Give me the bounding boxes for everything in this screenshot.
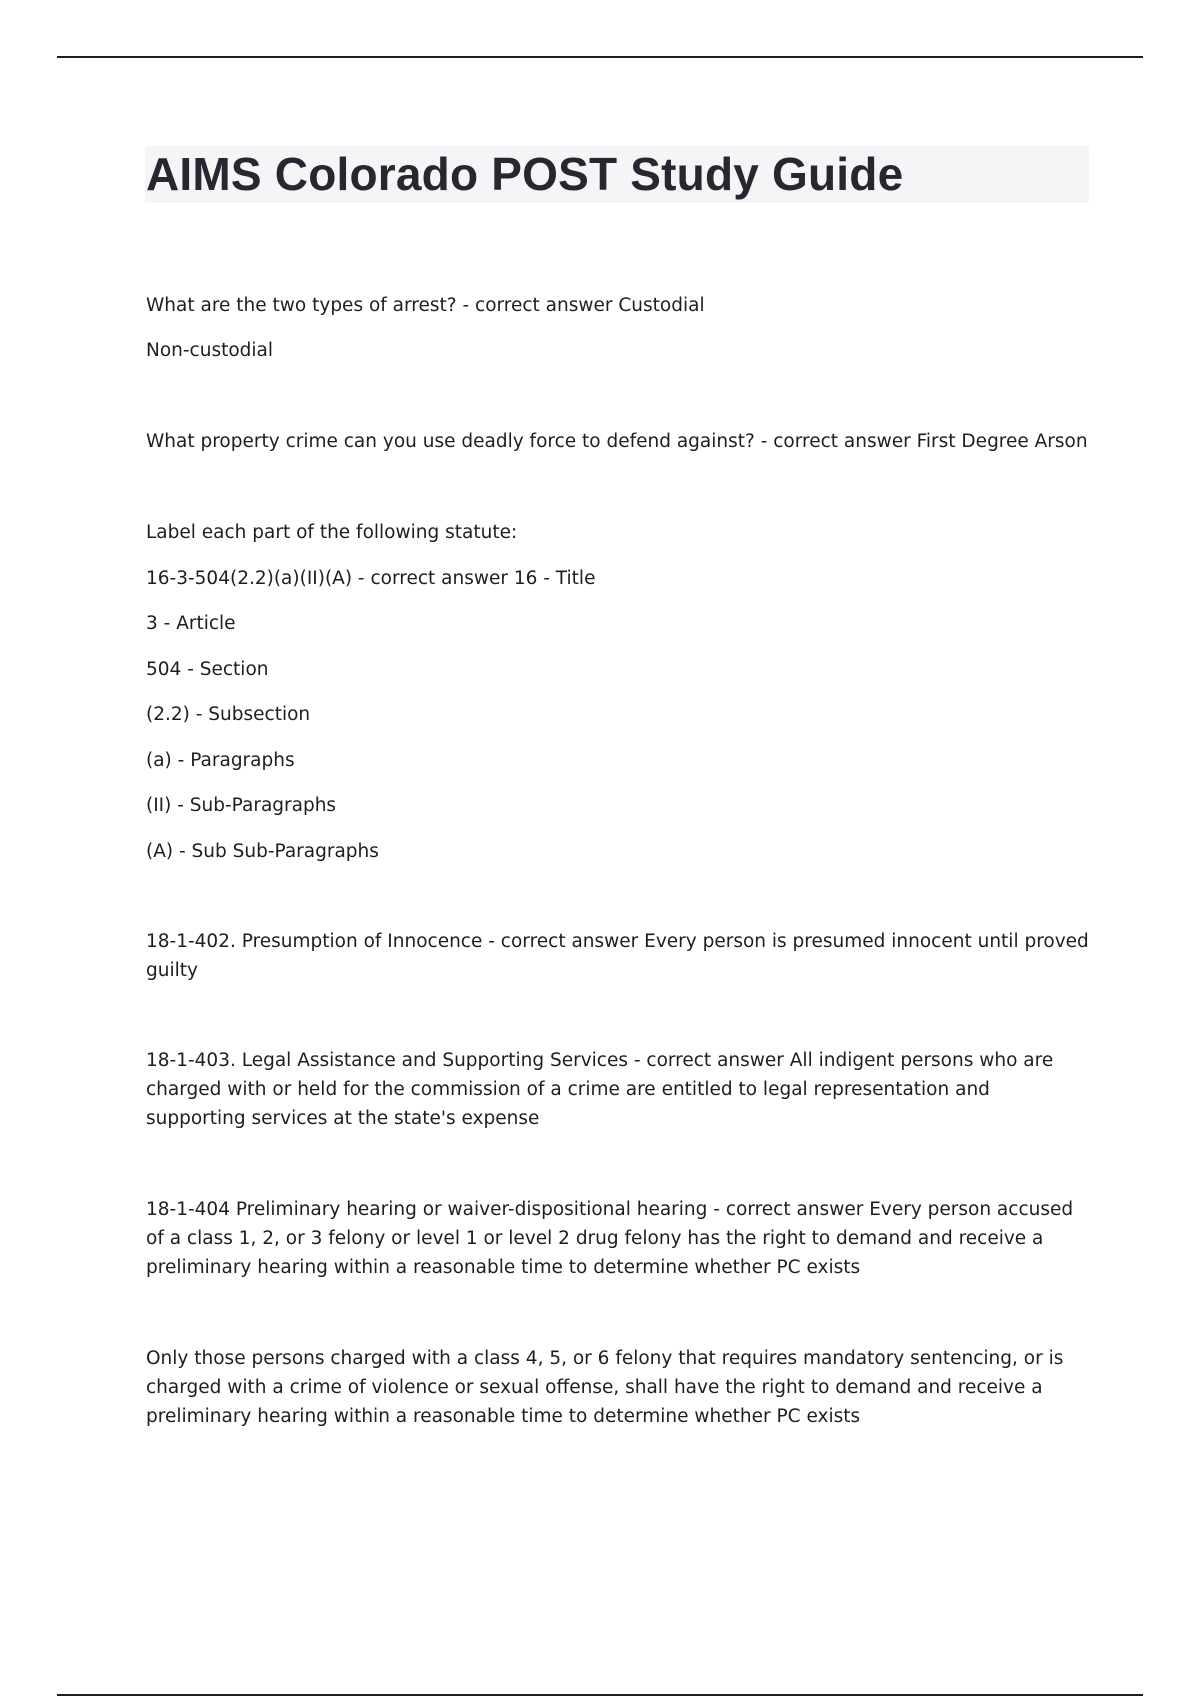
document-title: AIMS Colorado POST Study Guide [146,148,904,200]
qa3-line-5: (2.2) - Subsection [146,704,311,725]
qa7-paragraph: Only those persons charged with a class 4, 5, or 6 felony that requires mandatory sentencing, or is charged with a crime of violence or sexual offense, shall have the right to demand and receive a preliminary hearing within a reasonable time to determine whether PC exists [146,1348,1064,1427]
qa3-line-3: 3 - Article [146,613,236,634]
qa2-question-line: What property crime can you use deadly force to defend against? - correct answer First Degree Arson [146,431,1088,452]
bottom-divider [57,1694,1143,1696]
qa3-line-7: (II) - Sub-Paragraphs [146,795,337,816]
qa1-answer-line: Non-custodial [146,340,274,361]
qa6-paragraph: 18-1-404 Preliminary hearing or waiver-dispositional hearing - correct answer Every person accused of a class 1, 2, or 3 felony or level 1 or level 2 drug felony has the right to demand and receive a preliminary hearing within a reasonable time to determine whether PC exists [146,1199,1074,1278]
qa3-line-2: 16-3-504(2.2)(a)(II)(A) - correct answer 16 - Title [146,568,596,589]
qa3-line-8: (A) - Sub Sub-Paragraphs [146,841,379,862]
qa1-question-line: What are the two types of arrest? - correct answer Custodial [146,295,705,316]
qa3-line-4: 504 - Section [146,659,269,680]
qa3-line-6: (a) - Paragraphs [146,750,295,771]
top-divider [57,56,1143,58]
qa3-line-1: Label each part of the following statute: [146,522,518,543]
qa5-paragraph: 18-1-403. Legal Assistance and Supporting Services - correct answer All indigent persons who are charged with or held for the commission of a crime are entitled to legal representation and supporting services at the state's expense [146,1050,1054,1129]
qa4-paragraph: 18-1-402. Presumption of Innocence - correct answer Every person is presumed innocent until proved guilty [146,931,1089,981]
